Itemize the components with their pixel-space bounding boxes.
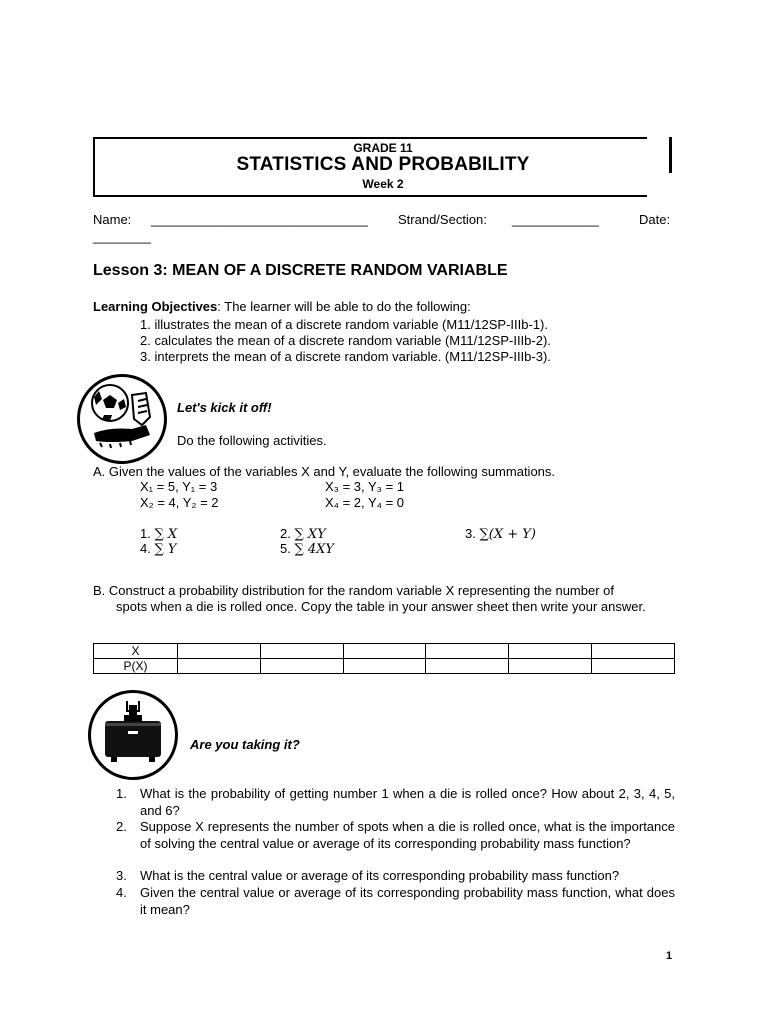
summation-item — [140, 541, 176, 557]
summation-item — [465, 526, 536, 542]
question-number: 3. — [116, 868, 127, 883]
summation-item — [280, 526, 326, 542]
table-cell[interactable] — [592, 659, 675, 674]
objective-item: 2. calculates the mean of a discrete random variable (M11/12SP-IIIb-2). — [140, 333, 551, 348]
objective-item: 3. interprets the mean of a discrete random variable. (M11/12SP-IIIb-3). — [140, 349, 551, 364]
taking-heading: Are you taking it? — [190, 737, 300, 752]
question-text: What is the central value or average of its corresponding probability mass function? — [140, 868, 620, 883]
table-cell[interactable] — [178, 644, 261, 659]
kickoff-heading: Let's kick it off! — [177, 400, 272, 415]
lesson-title: Lesson 3: MEAN OF A DISCRETE RANDOM VARIABLE — [93, 262, 508, 279]
table-cell[interactable] — [509, 644, 592, 659]
table-cell[interactable] — [509, 659, 592, 674]
table-cell[interactable] — [260, 659, 343, 674]
summation-expression: ∑ X — [154, 527, 178, 542]
objectives-heading — [93, 299, 471, 314]
question-text: What is the probability of getting number 1 when a die is rolled once? How about 2, 3, 4, 5, and 6? — [140, 786, 675, 818]
kickoff-instruction: Do the following activities. — [177, 433, 327, 448]
table-cell[interactable] — [343, 659, 426, 674]
part-b-prompt-first: B. Construct a probability distribution for the random variable X representing the number of — [93, 583, 614, 598]
table-cell[interactable] — [260, 644, 343, 659]
summation-item — [280, 541, 334, 557]
summation-number: 1. — [140, 526, 155, 541]
variable-values: X₂ = 4, Y₂ = 2 — [140, 495, 219, 510]
table-row — [94, 644, 675, 659]
briefcase-icon — [88, 690, 178, 780]
question-number: 2. — [116, 819, 127, 834]
objective-item: 1. illustrates the mean of a discrete random variable (M11/12SP-IIIb-1). — [140, 317, 549, 332]
objectives-intro: : The learner will be able to do the following: — [217, 299, 471, 314]
table-cell[interactable] — [178, 659, 261, 674]
question-number: 1. — [116, 786, 127, 801]
question-number: 4. — [116, 885, 127, 900]
document-title: STATISTICS AND PROBABILITY — [236, 154, 530, 175]
briefcase-drawing — [91, 693, 175, 777]
probability-table — [93, 643, 675, 674]
variable-values: X₄ = 2, Y₄ = 0 — [325, 495, 405, 510]
soccer-ball-icon — [77, 374, 167, 464]
week-label: Week 2 — [362, 177, 404, 191]
table-cell[interactable] — [426, 644, 509, 659]
part-b-prompt-rest: spots when a die is rolled once. Copy the table in your answer sheet then write your answer. — [116, 599, 646, 614]
table-header-x: X — [94, 644, 178, 659]
table-cell[interactable] — [343, 644, 426, 659]
question-text: Suppose X represents the number of spots when a die is rolled once, what is the importance of solving the central value or average of its corresponding probability mass function? — [140, 819, 675, 851]
table-cell[interactable] — [426, 659, 509, 674]
summation-expression: ∑ Y — [154, 542, 177, 557]
grade-label: GRADE 11 — [353, 141, 413, 155]
name-label: Name: — [93, 212, 132, 227]
summation-number: 3. — [465, 526, 480, 541]
summation-number: 4. — [140, 541, 155, 556]
table-header-px: P(X) — [94, 659, 178, 674]
variable-values: X₃ = 3, Y₃ = 1 — [325, 479, 405, 494]
summation-expression: ∑(X + Y) — [479, 527, 536, 542]
summation-expression: ∑ XY — [294, 527, 326, 542]
objectives-label: Learning Objectives — [93, 299, 218, 314]
name-blank[interactable]: ______________________________ — [151, 212, 368, 227]
soccer-ball-drawing — [80, 377, 164, 461]
part-a-prompt: A. Given the values of the variables X and Y, evaluate the following summations. — [93, 464, 556, 479]
summation-number: 2. — [280, 526, 295, 541]
table-row — [94, 659, 675, 674]
question-text: Given the central value or average of its corresponding probability mass function, what does it mean? — [140, 885, 675, 917]
strand-blank[interactable]: ____________ — [512, 212, 599, 227]
strand-label: Strand/Section: — [398, 212, 487, 227]
date-label: Date: — [639, 212, 671, 227]
variable-values: X₁ = 5, Y₁ = 3 — [140, 479, 218, 494]
summation-item — [140, 526, 177, 542]
page-number: 1 — [666, 950, 673, 962]
table-cell[interactable] — [592, 644, 675, 659]
summation-number: 5. — [280, 541, 295, 556]
date-blank[interactable]: ________ — [93, 229, 151, 244]
summation-expression: ∑ 4XY — [294, 542, 334, 557]
